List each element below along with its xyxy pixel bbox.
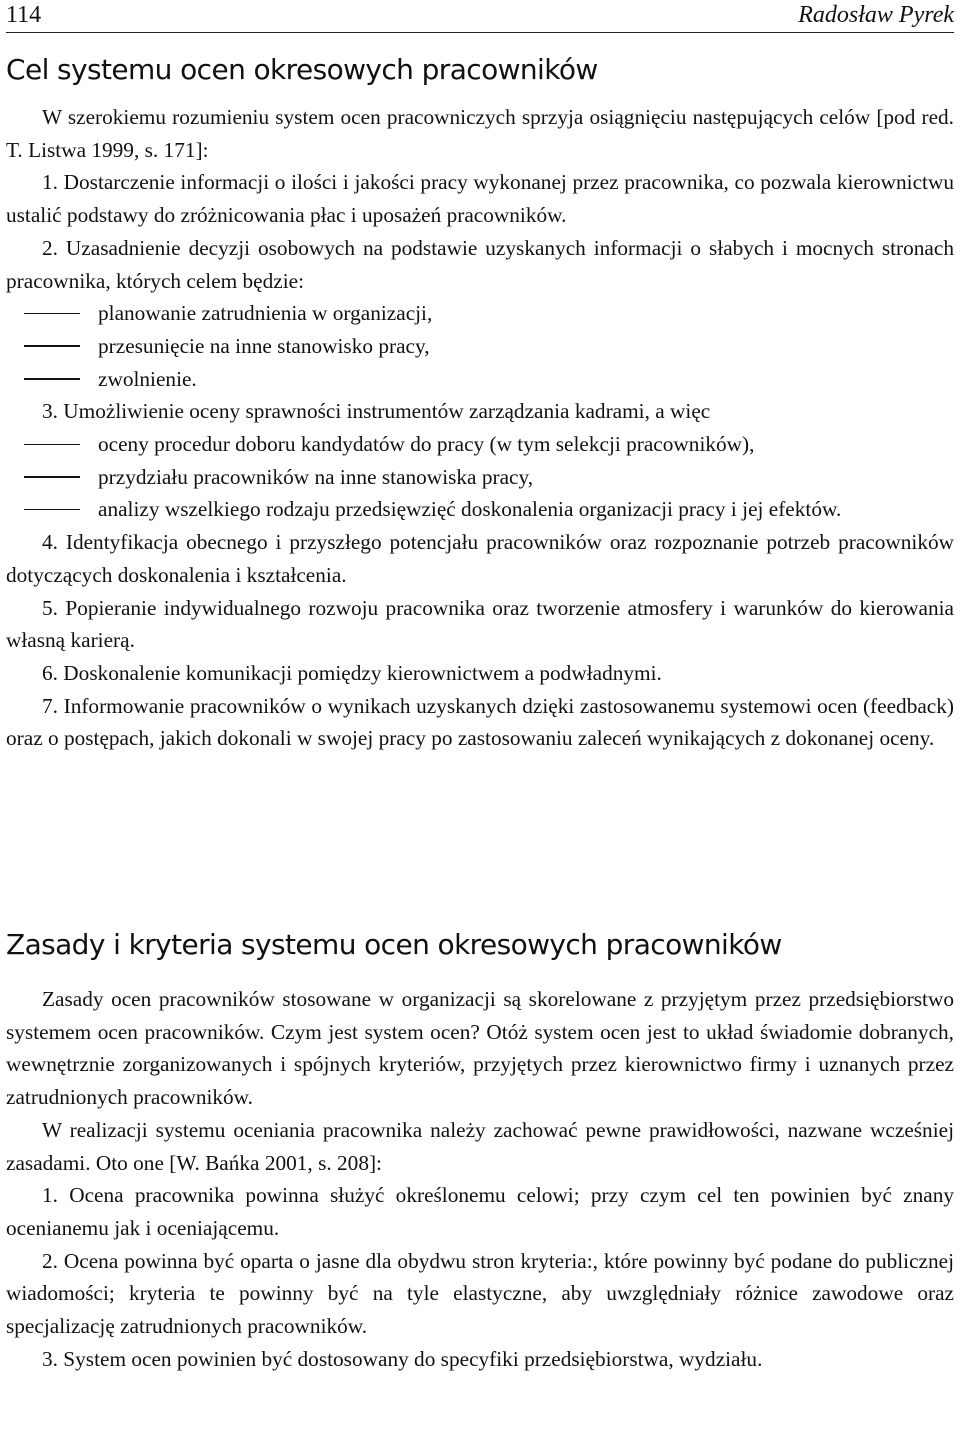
dash-mark (24, 476, 80, 478)
dash-item (6, 461, 954, 494)
principles-paragraph-1: Zasady ocen pracowników stosowane w organizacji są skorelowane z przyjętym przez przedsiębiorstwo systemem ocen pracowników. Czym jest system ocen? Otóż system ocen jest to układ świadomie dobranych, wewnętrznie zorganizowanych i spójnych kryteriów, przyjętych przez kierownictwo firmy i uznanych przez zatrudnionych pracowników. (6, 987, 954, 1110)
running-author: Radosław Pyrek (798, 2, 954, 28)
page-header (6, 0, 954, 33)
goal-item-5: 5. Popieranie indywidualnego rozwoju pracownika oraz tworzenie atmosfery i warunków do kierowania własną karierą. (6, 595, 954, 653)
goal-item-4: 4. Identyfikacja obecnego i przyszłego potencjału pracowników oraz rozpoznanie potrzeb pracowników dotyczących doskonalenia i kształcenia. (6, 530, 954, 587)
dash-item (6, 330, 954, 363)
dash-mark (24, 509, 80, 511)
goal-item-7: 7. Informowanie pracowników o wynikach uzyskanych dzięki zastosowanemu systemowi ocen (feedback) oraz o postępach, jakich dokonali w swojej pracy po zastosowaniu zaleceń wynikających z dokonanej oceny. (6, 693, 954, 751)
section-body-principles (6, 983, 954, 1375)
principle-rule-2: 2. Ocena powinna być oparta o jasne dla obydwu stron kryteria:, które powinny być podane do publicznej wiadomości; kryteria te powinny być na tyle elastyczne, aby uwzględniały różnice zawodowe oraz specjalizację zatrudnionych pracowników. (6, 1248, 954, 1339)
dash-item-text: oceny procedur doboru kandydatów do pracy (w tym selekcji pracowników), (98, 432, 755, 457)
principle-rule-1: 1. Ocena pracownika powinna służyć określonemu celowi; przy czym cel ten powinien być znany ocenianemu jak i oceniającemu. (6, 1183, 954, 1240)
goal-item-3: 3. Umożliwienie oceny sprawności instrumentów zarządzania kadrami, a więc (42, 399, 711, 424)
intro-paragraph: W szerokiemu rozumieniu system ocen pracowniczych sprzyja osiągnięciu następujących celów [pod red. T. Listwa 1999, s. 171]: (6, 105, 954, 162)
dash-item (6, 493, 954, 526)
dash-item-text: przydziału pracowników na inne stanowiska pracy, (98, 464, 534, 489)
dash-item (6, 297, 954, 330)
section-body-goals (6, 101, 954, 755)
goal-item-2: 2. Uzasadnienie decyzji osobowych na podstawie uzyskanych informacji o słabych i mocnych stronach pracownika, których celem będzie: (6, 235, 954, 293)
goal-item-6: 6. Doskonalenie komunikacji pomiędzy kierownictwem a podwładnymi. (42, 660, 662, 685)
dash-item (6, 363, 954, 396)
section-heading-principles: Zasady i kryteria systemu ocen okresowych pracowników (6, 928, 782, 961)
dash-mark (24, 313, 80, 315)
dash-mark (24, 444, 80, 446)
dash-item (6, 428, 954, 461)
dash-item-text: przesunięcie na inne stanowisko pracy, (98, 333, 430, 358)
principles-paragraph-2: W realizacji systemu oceniania pracownika należy zachować pewne prawidłowości, nazwane wcześniej zasadami. Oto one [W. Bańka 2001, s. 208]: (6, 1117, 954, 1175)
section-heading-goals: Cel systemu ocen okresowych pracowników (6, 53, 598, 86)
page-number: 114 (6, 2, 42, 28)
dash-mark (24, 345, 80, 347)
dash-item-text: analizy wszelkiego rodzaju przedsięwzięć doskonalenia organizacji pracy i jej efektów. (98, 497, 842, 522)
dash-item-text: zwolnienie. (98, 366, 197, 391)
dash-mark (24, 378, 80, 380)
goal-item-1: 1. Dostarczenie informacji o ilości i jakości pracy wykonanej przez pracownika, co pozwala kierownictwu ustalić podstawy do zróżnicowania płac i uposażeń pracowników. (6, 170, 954, 228)
principle-rule-3: 3. System ocen powinien być dostosowany do specyfiki przedsiębiorstwa, wydziału. (42, 1346, 763, 1371)
dash-item-text: planowanie zatrudnienia w organizacji, (98, 301, 433, 326)
